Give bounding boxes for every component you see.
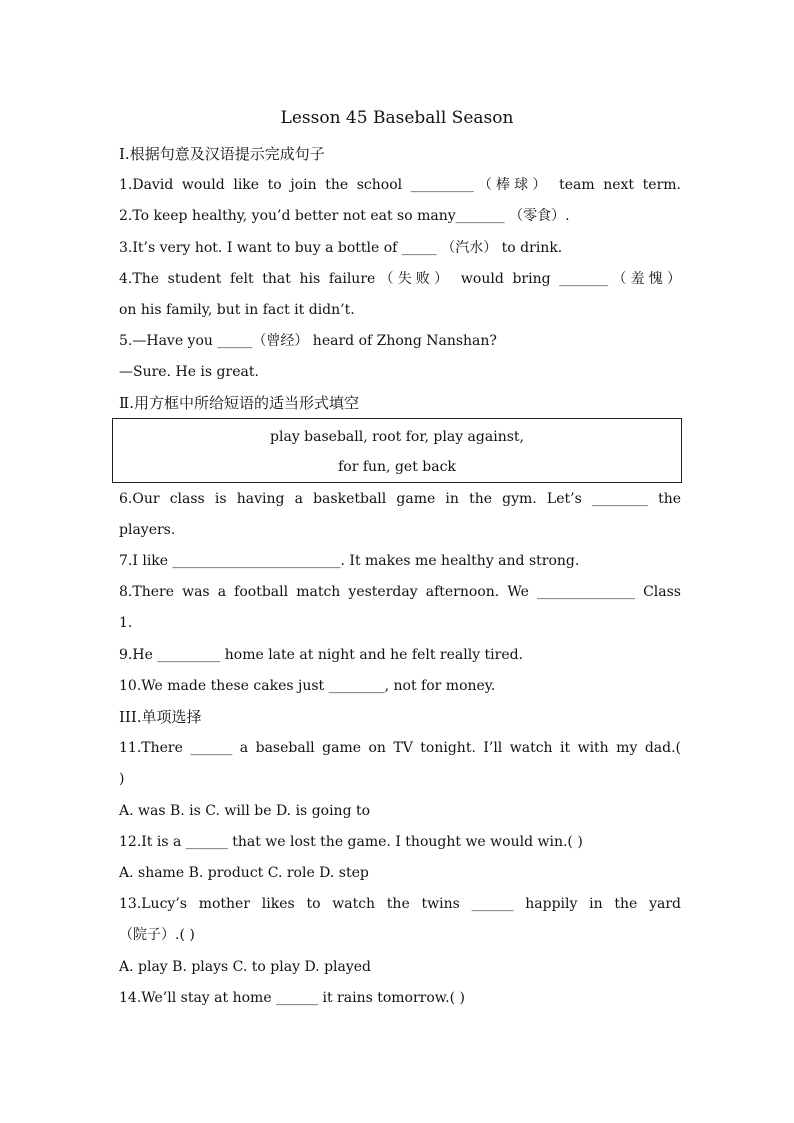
question-12-options: A. shame B. product C. role D. step — [119, 865, 369, 881]
question-6-line-1: 6.Our class is having a basketball game in the gym. Let’s ________ the — [119, 491, 681, 507]
question-4-line-2: on his family, but in fact it didn’t. — [119, 302, 355, 318]
phrase-box-line-1: play baseball, root for, play against, — [270, 429, 524, 445]
section-3-heading: III.单项选择 — [119, 708, 202, 726]
question-13-line-1: 13.Lucy’s mother likes to watch the twins ______ happily in the yard — [119, 896, 681, 912]
question-1: 1.David would like to join the school _________（棒球） team next term. — [119, 177, 681, 193]
question-6-line-2: players. — [119, 522, 176, 538]
question-13-options: A. play B. plays C. to play D. played — [119, 959, 372, 975]
question-13-line-2: （院子）.( ) — [119, 927, 195, 943]
question-10: 10.We made these cakes just ________, not for money. — [119, 678, 496, 694]
section-2-heading: Ⅱ.用方框中所给短语的适当形式填空 — [119, 394, 359, 412]
question-14: 14.We’ll stay at home ______ it rains tomorrow.( ) — [119, 990, 465, 1006]
question-7: 7.I like ________________________. It makes me healthy and strong. — [119, 553, 580, 569]
question-8-line-1: 8.There was a football match yesterday afternoon. We ______________ Class — [119, 584, 681, 600]
question-5-line-2: —Sure. He is great. — [119, 364, 259, 380]
question-8-line-2: 1. — [119, 615, 133, 631]
question-4-line-1: 4.The student felt that his failure（失败） would bring _______（羞愧） — [119, 271, 681, 287]
phrase-box — [112, 418, 682, 483]
question-11-line-1: 11.There ______ a baseball game on TV tonight. I’ll watch it with my dad.( — [119, 740, 681, 756]
question-2: 2.To keep healthy, you’d better not eat so many_______ （零食）. — [119, 208, 570, 224]
question-3: 3.It’s very hot. I want to buy a bottle of _____ （汽水） to drink. — [119, 240, 563, 256]
question-9: 9.He _________ home late at night and he felt really tired. — [119, 647, 524, 663]
page-title: Lesson 45 Baseball Season — [280, 108, 514, 128]
question-5-line-1: 5.—Have you _____（曾经） heard of Zhong Nanshan? — [119, 333, 497, 349]
question-11-options: A. was B. is C. will be D. is going to — [119, 803, 371, 819]
phrase-box-line-2: for fun, get back — [338, 459, 456, 475]
question-12: 12.It is a ______ that we lost the game. I thought we would win.( ) — [119, 834, 583, 850]
question-11-line-2: ) — [119, 771, 125, 787]
section-1-heading: Ⅰ.根据句意及汉语提示完成句子 — [119, 145, 325, 163]
